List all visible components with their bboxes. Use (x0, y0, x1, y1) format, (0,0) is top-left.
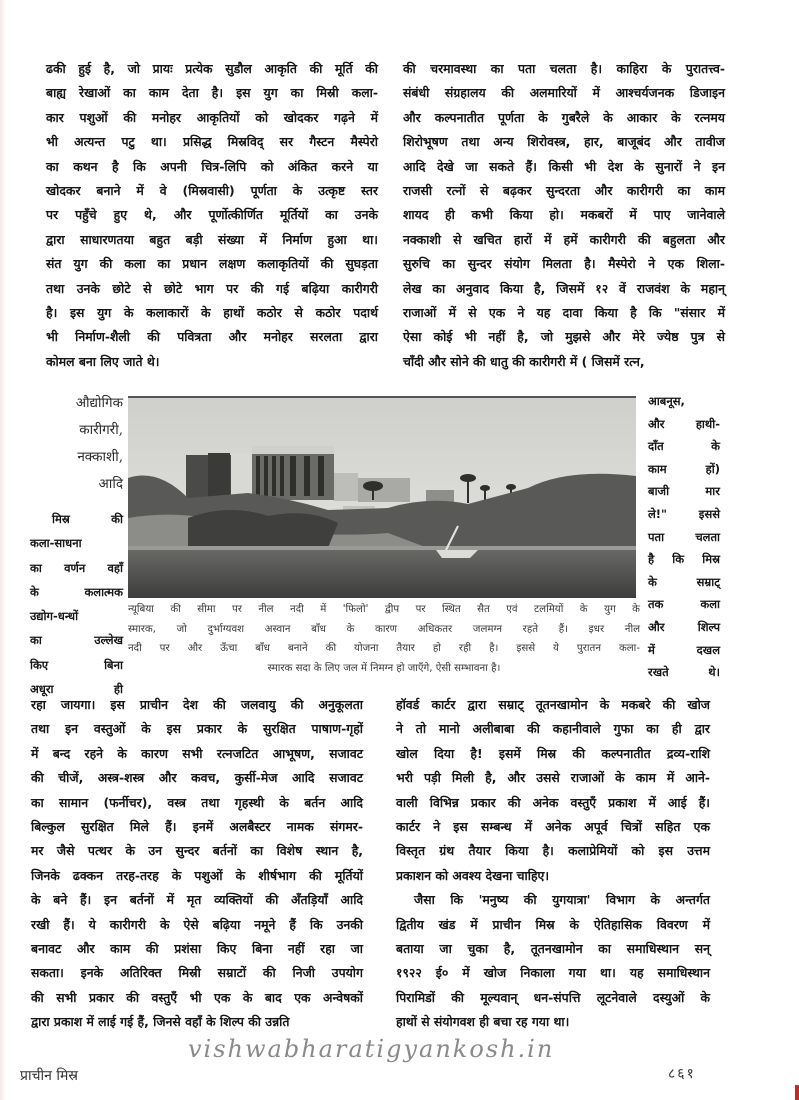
text-line: ऐसा कोई भी नहीं है, जो मुझसे और मेरे ज्येष्ठ पुत्र से (403, 329, 725, 345)
text-line: बाजी मार (648, 484, 720, 499)
text-line: कार्टर ने इस सम्बन्ध में अनेक अपूर्व चित्रों सहित एक (396, 819, 710, 835)
text-line: आदि देखे जा सकते हैं। किसी भी देश के सुनारों ने इन (403, 158, 725, 174)
text-line: रखते थे। (648, 665, 720, 680)
page-edge-mark (795, 1085, 799, 1100)
text-line: में बन्द रहने के कारण सभी रत्नजटित आभूषण, सजावट (31, 745, 363, 761)
text-line: और शिल्प (648, 619, 720, 634)
text-line: रहा जायगा। इस प्राचीन देश की जलवायु की अनुकूलता (31, 697, 363, 712)
text-line: द्वितीय खंड में प्राचीन मिस्र के ऐतिहासिक विवरण में (396, 916, 710, 932)
photo-caption (128, 600, 640, 678)
side-text-left (30, 507, 123, 701)
text-line: और कल्पनातीत पूर्णता के गुबरैले के आकार के रत्नमय (403, 109, 725, 125)
text-line: कारीगरी, (79, 422, 123, 438)
text-line: दाँत के (648, 439, 720, 454)
column-top-right (403, 57, 725, 374)
text-line: बताया जा चुका है, तूतनखामोन का समाधिस्थान सन् (396, 941, 710, 957)
nile-water (128, 548, 636, 598)
text-line: संबंधी संग्रहालय की अलमारियों में आश्चर्यजनक डिजाइन (403, 85, 725, 101)
text-line: बाह्य रेखाओं का काम देता है। इस युग का मिस्री कला- (46, 85, 378, 101)
text-line: पिरामिडों की मूल्यवान् धन-संपत्ति लूटनेवाले दस्युओं के (396, 989, 710, 1005)
column-bottom-left (31, 693, 363, 1035)
text-line: खोदकर बनाने में वे (मिस्रवासी) पूर्णता के उत्कृष्ट स्तर (46, 183, 378, 199)
text-line: किए बिना (30, 657, 123, 672)
text-line: में दखल (648, 642, 720, 657)
text-line: विस्तृत ग्रंथ तैयार किया है। कलाप्रेमियों को इस उत्तम (396, 843, 710, 859)
text-line: की चीजें, अस्त्र-शस्त्र और कवच, कुर्सी-मेज आदि सजावट (31, 770, 363, 786)
text-line: है कि मिस्र (648, 552, 720, 567)
side-heading (33, 390, 123, 498)
text-line: स्मारक सदा के लिए जल में निमग्न हो जाएँगे, ऐसी सम्भावना है। (267, 662, 501, 674)
text-line: की चरमावस्था का पता चलता है। काहिरा के पुरातत्त्व- (403, 61, 725, 76)
text-line: कार पशुओं की मनोहर आकृतियों को खोदकर गढ़ने में (46, 109, 378, 125)
text-line: जिनके ढक्कन तरह-तरह के पशुओं के शीर्षभाग की मूर्तियों (31, 867, 363, 883)
text-line: द्वारा साधारणतया बहुत बड़ी संख्या में निर्माण हुआ था। (46, 231, 378, 247)
text-line: का वर्णन वहाँ (30, 560, 123, 575)
photo-illustration (128, 398, 636, 598)
text-line: १९२२ ई० में खोज निकाला गया था। यह समाधिस्थान (396, 965, 710, 981)
text-line: के कलात्मक (30, 584, 123, 599)
side-text-right (648, 390, 720, 684)
text-line: है। इस युग के कलाकारों के हाथों कठोर से कठोर पदार्थ (46, 305, 378, 321)
footer-title: प्राचीन मिस्र (20, 1068, 78, 1084)
text-line: तक कला (648, 597, 720, 612)
text-line: रखी हैं। ये कारीगरी के ऐसे बढ़िया नमूने हैं कि उनकी (31, 916, 363, 932)
text-line: पता चलता (648, 529, 720, 544)
text-line: ले!" इससे (648, 506, 720, 521)
text-line: चाँदी और सोने की धातु की कारीगरी में ( जिसमें रत्न, (403, 353, 645, 369)
text-line: भरी पड़ी मिली है, और उससे राजाओं के काम में आने- (396, 770, 710, 786)
text-line: उद्योग-धन्धों (30, 609, 79, 624)
text-line: ने तो मानो अलीबाबा की कहानीवाले गुफा का ही द्वार (396, 721, 710, 737)
page-number: ८६१ (668, 1066, 696, 1082)
column-top-left (46, 57, 378, 374)
text-line: राजाओं में से एक ने यह दावा किया है कि "संसार में (403, 305, 725, 321)
text-line: खोल दिया है! इसमें मिस्र की कल्पनातीत द्रव्य-राशि (396, 745, 710, 761)
text-line: सुरुचि का सुन्दर संयोग मिलता है। मैस्पेरो ने एक शिला- (403, 256, 725, 272)
text-line: के बने हैं। इन बर्तनों में मृत व्यक्तियों की अँतड़ियाँ आदि (31, 892, 363, 908)
text-line: मर जैसे पत्थर के उन सुन्दर बर्तनों का विशेष स्थान है, (31, 843, 363, 859)
text-line: का कथन है कि अपनी चित्र-लिपि को अंकित करने या (46, 158, 378, 174)
text-line: के सम्राट् (648, 574, 720, 589)
text-line: नक्काशी, (77, 449, 123, 465)
text-line: मिस्र की (52, 512, 123, 526)
photo-philae-temples (128, 396, 636, 598)
text-line: द्वारा प्रकाश में लाई गई हैं, जिनसे वहाँ के शिल्प की उन्नति (31, 1014, 290, 1030)
text-line: जैसा कि 'मनुष्य की युगयात्रा' विभाग के अन्तर्गत (414, 892, 710, 908)
text-line: तथा इन वस्तुओं के इस प्रकार के सुरक्षित पाषाण-गृहों (31, 721, 363, 737)
text-line: नक्काशी से खचित हारों में हमें कारीगरी की बहुलता और (403, 231, 725, 247)
text-line: कोमल बना लिए जाते थे। (46, 353, 160, 369)
text-line: पर पहुँचे हुए थे, और पूर्णोत्कीर्णित मूर्तियों का उनके (46, 207, 378, 223)
page-edge-shadow (0, 0, 6, 1100)
text-line: प्रकाशन को अवश्य देखना चाहिए। (396, 867, 550, 883)
text-line: अधूरा ही (30, 682, 123, 697)
watermark: vishwabharatigyankosh.in (188, 1035, 555, 1063)
text-line: औद्योगिक (75, 395, 123, 411)
text-line: सकता। इनके अतिरिक्त मिस्री सम्राटों की निजी उपयोग (31, 965, 363, 981)
text-line: ढकी हुई है, जो प्रायः प्रत्येक सुडौल आकृति की मूर्ति की (46, 61, 378, 76)
column-bottom-right (396, 693, 710, 1035)
text-line: लेख का अनुवाद किया है, जिसमें १२ वें राजवंश के महान् (403, 280, 725, 296)
text-line: न्यूबिया की सीमा पर नील नदी में 'फिलो' द्वीप पर स्थित सैत एवं टलमियों के युग के (128, 604, 640, 615)
text-line: संत युग की कला का प्रधान लक्षण कलाकृतियों की सुघड़ता (46, 256, 378, 272)
text-line: काम हों) (648, 461, 720, 476)
text-line: और हाथी- (648, 416, 720, 431)
text-line: की सभी प्रकार की वस्तुएँ भी एक के बाद एक अन्वेषकों (31, 989, 363, 1005)
text-line: हाथों से संयोगवश ही बचा रह गया था। (396, 1014, 570, 1030)
text-line: हॉवर्ड कार्टर द्वारा सम्राट् तूतनखामोन के मकबरे की खोज (396, 697, 710, 712)
text-line: बनावट और काम की प्रशंसा किए बिना नहीं रहा जा (31, 941, 363, 957)
text-line: स्मारक, जो दुर्भाग्यवश अस्वान बाँध के कारण अधिकतर जलमग्न रहते हैं। इधर नील (128, 623, 640, 635)
text-line: कला-साधना (30, 536, 82, 551)
text-line: भी अत्यन्त पटु था। प्रसिद्ध मिस्रविद् सर गैस्टन मैस्पेरो (46, 134, 378, 150)
text-line: राजसी रत्नों से बढ़कर सुन्दरता और कारीगरी का काम (403, 183, 725, 199)
text-line: शिरोभूषण तथा अन्य शिरोवस्त्र, हार, बाजूबंद और तावीज (403, 134, 725, 150)
text-line: शायद ही कभी किया हो। मकबरों में पाए जानेवाले (403, 207, 725, 223)
text-line: तथा उनके छोटे से छोटे भाग पर की गई बढ़िया कारीगरी (46, 280, 378, 296)
text-line: बिल्कुल सुरक्षित मिले हैं। इनमें अलबैस्टर नामक संगमर- (31, 819, 363, 835)
text-line: वाली विभिन्न प्रकार की अनेक वस्तुएँ प्रकाश में आई हैं। (396, 794, 710, 810)
text-line: आबनूस, (648, 394, 685, 408)
text-line: का उल्लेख (30, 633, 123, 648)
text-line: आदि (98, 476, 123, 492)
text-line: भी निर्माण-शैली की पवित्रता और मनोहर सरलता द्वारा (46, 329, 378, 345)
text-line: नदी पर और ऊँचा बाँध बनाने की योजना तैयार हो रही है। इससे ये पुरातन कला- (128, 643, 640, 654)
text-line: का सामान (फर्नीचर), वस्त्र तथा गृहस्थी के बर्तन आदि (31, 794, 363, 810)
